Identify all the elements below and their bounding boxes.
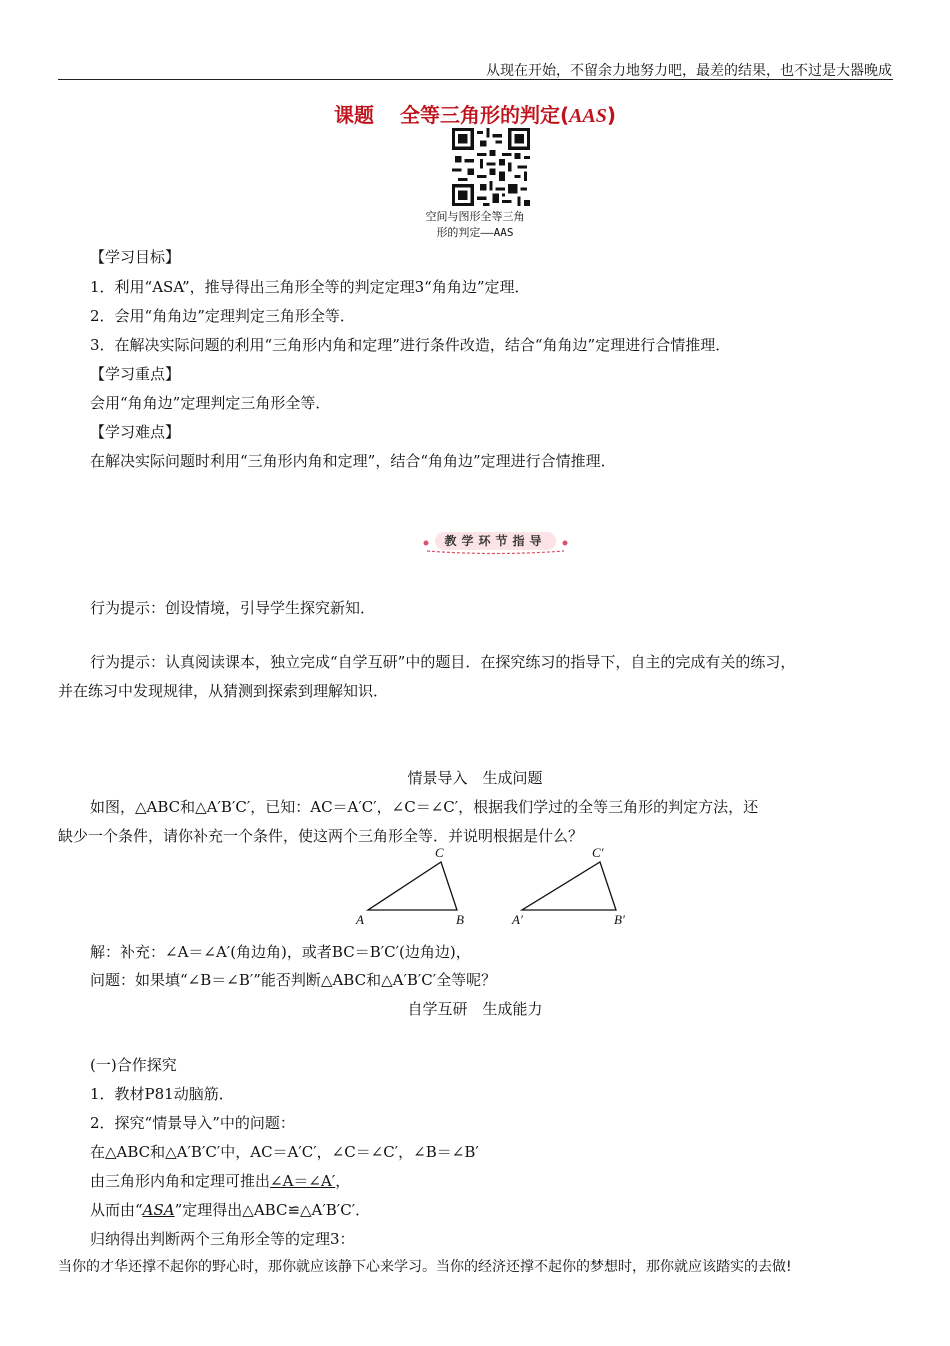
- cooperation-heading: (一)合作探究: [90, 1056, 177, 1074]
- qr-caption-line1: 空间与图形全等三角: [425, 210, 525, 223]
- label-b: B: [456, 912, 464, 927]
- objectives-heading: 【学习目标】: [90, 248, 181, 266]
- qr-code-icon[interactable]: [452, 128, 530, 206]
- self-study-heading: 自学互研 生成能力: [407, 1000, 543, 1018]
- key-point-text: 会用“角角边”定理判定三角形全等．: [90, 394, 331, 412]
- objective-item-3: 3．在解决实际问题的利用“三角形内角和定理”进行条件改造，结合“角角边”定理进行合情推理．: [90, 336, 731, 354]
- key-point-heading: 【学习重点】: [90, 365, 181, 383]
- hint-1: 行为提示：创设情境，引导学生探究新知．: [90, 599, 376, 617]
- header-motto: 从现在开始，不留余力地努力吧，最差的结果，也不过是大器晚成: [486, 63, 892, 79]
- hint-2-line1: 行为提示：认真阅读课本，独立完成“自学互研”中的题目．在探究练习的指导下，自主的完成有关的练习，: [90, 653, 796, 671]
- triangle-abc: [368, 862, 457, 910]
- label-b-prime: B′: [614, 912, 625, 927]
- header-rule: [58, 79, 893, 80]
- condition-text: 在△ABC和△A′B′C′中，AC＝A′C′，∠C＝∠C′，∠B＝∠B′: [90, 1143, 479, 1161]
- solution-text: 解：补充：∠A＝∠A′(角边角)，或者BC＝B′C′(边角边)，: [90, 943, 471, 961]
- hint-2-line2: 并在练习中发现规律，从猜测到探索到理解知识．: [58, 682, 389, 700]
- qr-caption: [0, 209, 950, 241]
- derive-answer: ∠A＝∠A′: [270, 1172, 336, 1190]
- derive-suffix: ，: [335, 1172, 351, 1190]
- label-c-prime: C′: [592, 845, 604, 860]
- badge-label: 教学环节指导: [435, 532, 556, 550]
- difficulty-heading: 【学习难点】: [90, 423, 181, 441]
- self-study-item-1: 1．教材P81动脑筋．: [90, 1085, 234, 1103]
- derive-line: [90, 1170, 350, 1191]
- thus-prefix: 从而由“: [90, 1201, 143, 1219]
- lesson-title: [0, 99, 950, 128]
- label-a: A: [356, 912, 364, 927]
- objective-item-2: 2．会用“角角边”定理判定三角形全等．: [90, 307, 355, 325]
- summary-text: 归纳得出判断两个三角形全等的定理3：: [90, 1230, 355, 1248]
- section-badge: [423, 530, 568, 556]
- objective-item-1: 1．利用“ASA”，推导得出三角形全等的判定定理3“角角边”定理．: [90, 278, 530, 296]
- triangle-abc-prime: [522, 862, 616, 910]
- title-main: 全等三角形的判定(: [399, 103, 570, 127]
- intro-heading: 情景导入 生成问题: [407, 769, 543, 787]
- label-a-prime: A′: [512, 912, 523, 927]
- derive-prefix: 由三角形内角和定理可推出: [90, 1172, 271, 1190]
- label-c: C: [435, 845, 444, 860]
- difficulty-text: 在解决实际问题时利用“三角形内角和定理”，结合“角角边”定理进行合情推理．: [90, 452, 616, 470]
- intro-line1: 如图，△ABC和△A′B′C′，已知：AC＝A′C′，∠C＝∠C′，根据我们学过的全等三角形的判定方法，还: [90, 798, 759, 816]
- qr-caption-line2: 形的判定——AAS: [436, 226, 514, 239]
- self-study-item-2: 2．探究“情景导入”中的问题：: [90, 1114, 295, 1132]
- intro-line2: 缺少一个条件，请你补充一个条件，使这两个三角形全等．并说明根据是什么？: [58, 827, 584, 845]
- title-prefix: 课题: [333, 103, 374, 127]
- title-suffix: ): [606, 103, 617, 127]
- thus-suffix: ”定理得出△ABC≌△A′B′C′．: [174, 1201, 371, 1219]
- triangles-figure: [330, 842, 660, 928]
- question-text: 问题：如果填“∠B＝∠B′”能否判断△ABC和△A′B′C′全等呢？: [90, 971, 497, 989]
- title-italic: AAS: [569, 105, 607, 127]
- thus-line: [90, 1199, 370, 1220]
- footer-note: 当你的才华还撑不起你的野心时，那你就应该静下心来学习。当你的经济还撑不起你的梦想时，那你就应该踏实的去做!: [58, 1259, 792, 1275]
- thus-answer: ASA: [142, 1201, 175, 1219]
